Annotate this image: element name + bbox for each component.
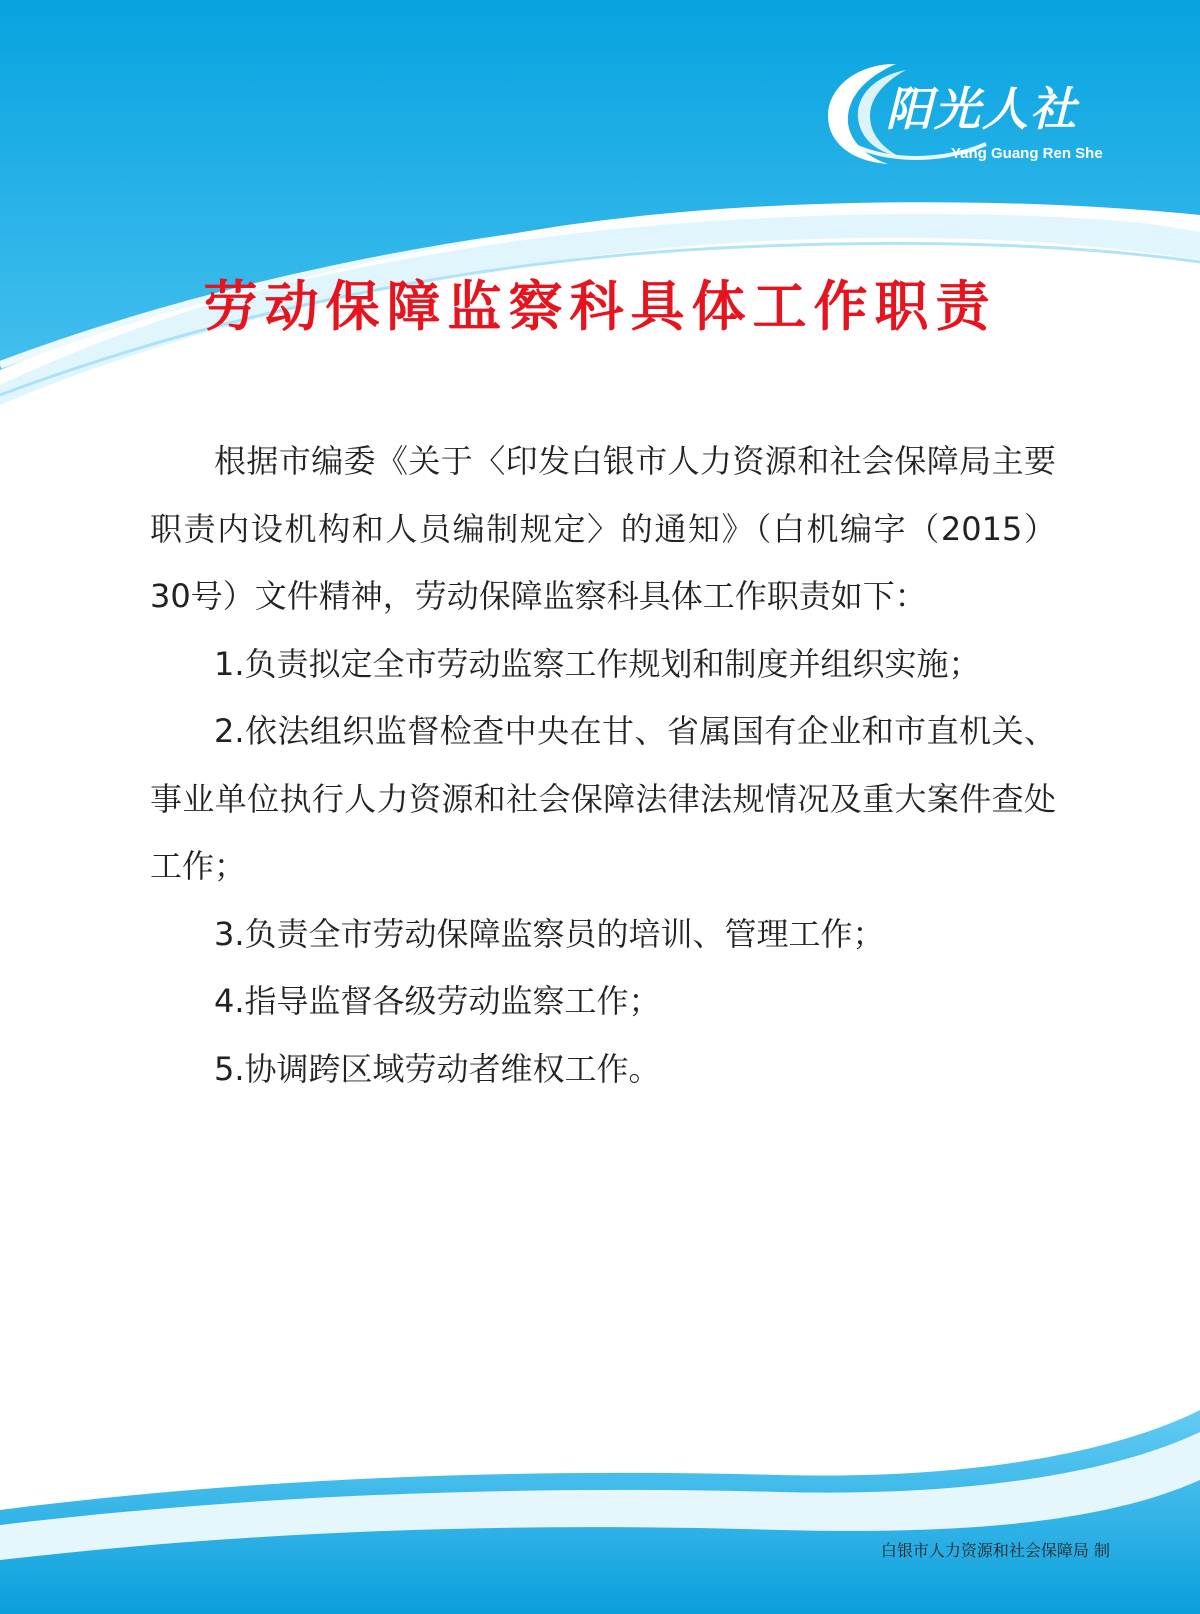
duty-item-1: 1.负责拟定全市劳动监察工作规划和制度并组织实施；: [214, 644, 981, 683]
intro-paragraph: 根据市编委《关于〈印发白银市人力资源和社会保障局主要职责内设机构和人员编制规定〉的通知》（白机编字（2015）30号）文件精神，劳动保障监察科具体工作职责如下：: [150, 442, 1056, 615]
duty-item-3: 3.负责全市劳动保障监察员的培训、管理工作；: [214, 914, 885, 953]
logo-name-en: Yang Guang Ren She: [951, 145, 1103, 162]
logo: [826, 58, 1116, 170]
issuer-footer: 白银市人力资源和社会保障局 制: [880, 1541, 1110, 1560]
duty-item-5: 5.协调跨区域劳动者维权工作。: [214, 1049, 661, 1088]
duties-body: [150, 428, 1056, 1103]
page-title: 劳动保障监察科具体工作职责: [203, 275, 997, 338]
duty-item-2: 2.依法组织监督检查中央在甘、省属国有企业和市直机关、事业单位执行人力资源和社会保障法律法规情况及重大案件查处工作；: [150, 712, 1056, 885]
logo-name-cn: 阳光人社: [886, 82, 1078, 136]
duty-item-4: 4.指导监督各级劳动监察工作；: [214, 982, 661, 1020]
